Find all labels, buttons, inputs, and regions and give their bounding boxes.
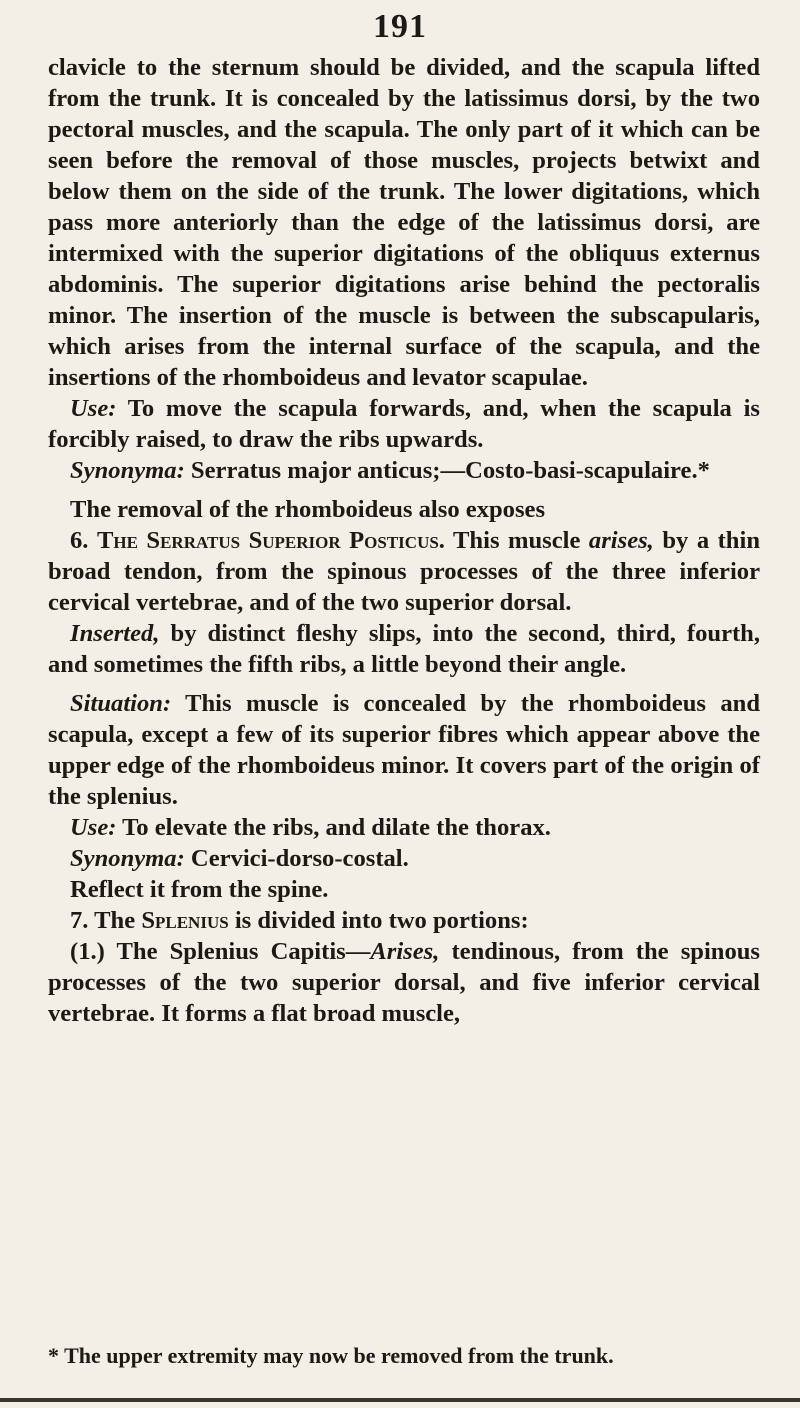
arises-intro: This muscle (444, 527, 589, 554)
splenius-intro: The (88, 907, 142, 934)
splenius-rest: is divided into two portions: (228, 907, 529, 934)
serratus-major-use (48, 393, 760, 455)
part1-prefix: (1.) The Splenius Capitis— (70, 938, 371, 965)
use-text: To elevate the ribs, and dilate the thorax. (116, 814, 551, 841)
muscle-name: Splenius (141, 907, 229, 934)
continuation-paragraph: clavicle to the sternum should be divided, and the scapula lifted from the trunk. It is concealed by the latissimus dorsi, by the two pectoral muscles, and the scapula. The only part of it which can be seen before the removal of those muscles, projects betwixt and below them on the side of the trunk. The lower digitations, which pass more anteriorly than the edge of the latissimus dorsi, are intermixed with the superior digitations of the obliquus externus abdominis. The superior digitations arise behind the pectoralis minor. The insertion of the muscle is between the subscapularis, which arises from the internal surface of the scapula, and the insertions of the rhomboideus and levator scapulae. (48, 54, 760, 391)
synonyma-label: Synonyma: (70, 457, 185, 484)
serratus-superior-synonyma (48, 843, 760, 874)
synonyma-text: Serratus major anticus;—Costo-basi-scapulaire.* (184, 457, 710, 484)
use-label: Use: (70, 814, 117, 841)
splenius-heading (48, 905, 760, 936)
serratus-superior-situation (48, 688, 760, 812)
situation-text: This muscle is concealed by the rhomboideus and scapula, except a few of its superior fibres which appear above the upper edge of the rhomboideus minor. It covers part of the origin of the splenius. (48, 690, 760, 810)
serratus-major-synonyma (48, 455, 760, 486)
footnote: * The upper extremity may now be removed from the trunk. (48, 1343, 614, 1368)
serratus-superior-inserted (48, 618, 760, 680)
part1-text: tendinous, from the spinous processes of the two superior dorsal, and five inferior cervical vertebrae. It forms a flat broad muscle, (48, 938, 761, 1027)
use-text: To move the scapula forwards, and, when the scapula is forcibly raised, to draw the ribs upwards. (48, 395, 760, 453)
serratus-superior-use (48, 812, 760, 843)
arises-label: arises, (588, 527, 654, 554)
use-label: Use: (70, 395, 117, 422)
arises-text: by a thin broad tendon, from the spinous processes of the three inferior cervical vertebrae, and of the two superior dorsal. (48, 527, 760, 616)
section-number: 6. (70, 527, 89, 554)
synonyma-text: Cervici-dorso-costal. (184, 845, 409, 872)
serratus-superior-heading (48, 525, 760, 618)
section-number: 7. (70, 907, 89, 934)
removal-note: The removal of the rhomboideus also exposes (70, 496, 546, 523)
page-number: 191 (373, 8, 427, 45)
muscle-name: The Serratus Superior Posticus. (96, 527, 445, 554)
splenius-capitis (48, 936, 760, 1029)
reflect-instruction: Reflect it from the spine. (70, 876, 329, 903)
inserted-text: by distinct fleshy slips, into the second, third, fourth, and sometimes the fifth ribs, a little beyond their angle. (48, 620, 760, 678)
inserted-label: Inserted, (70, 620, 160, 647)
bottom-rule (0, 1398, 800, 1402)
situation-label: Situation: (70, 690, 172, 717)
synonyma-label: Synonyma: (70, 845, 185, 872)
page-body (48, 52, 760, 1029)
arises-label: Arises, (370, 938, 440, 965)
